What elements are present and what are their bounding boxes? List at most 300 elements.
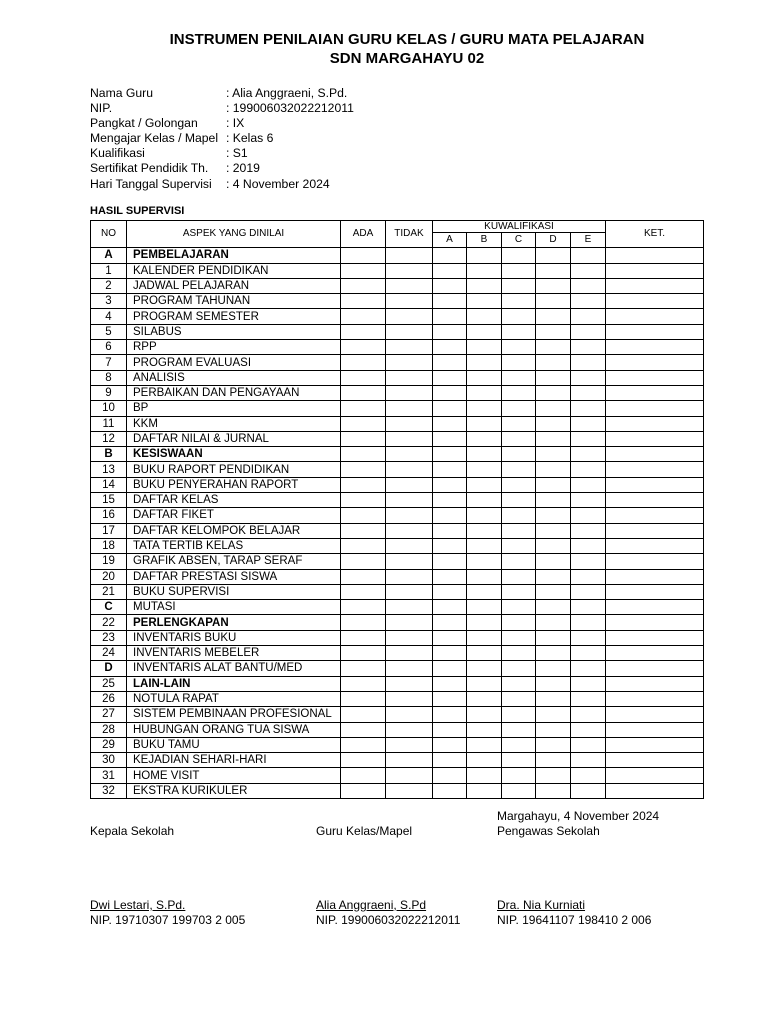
cell-grade-a[interactable] bbox=[433, 569, 467, 584]
cell-grade-c[interactable] bbox=[502, 416, 536, 431]
cell-ket[interactable] bbox=[606, 630, 704, 645]
cell-ada[interactable] bbox=[341, 523, 386, 538]
cell-grade-d[interactable] bbox=[536, 508, 571, 523]
cell-ada[interactable] bbox=[341, 278, 386, 293]
cell-tidak[interactable] bbox=[386, 768, 433, 783]
cell-grade-a[interactable] bbox=[433, 447, 467, 462]
cell-grade-b[interactable] bbox=[467, 462, 502, 477]
cell-grade-d[interactable] bbox=[536, 737, 571, 752]
cell-grade-e[interactable] bbox=[571, 646, 606, 661]
cell-tidak[interactable] bbox=[386, 584, 433, 599]
cell-grade-b[interactable] bbox=[467, 477, 502, 492]
cell-ada[interactable] bbox=[341, 753, 386, 768]
cell-grade-c[interactable] bbox=[502, 385, 536, 400]
cell-grade-e[interactable] bbox=[571, 447, 606, 462]
cell-ket[interactable] bbox=[606, 523, 704, 538]
cell-ket[interactable] bbox=[606, 401, 704, 416]
cell-grade-c[interactable] bbox=[502, 324, 536, 339]
cell-tidak[interactable] bbox=[386, 722, 433, 737]
cell-grade-a[interactable] bbox=[433, 722, 467, 737]
cell-grade-c[interactable] bbox=[502, 248, 536, 263]
cell-ada[interactable] bbox=[341, 707, 386, 722]
cell-grade-a[interactable] bbox=[433, 340, 467, 355]
cell-grade-c[interactable] bbox=[502, 370, 536, 385]
cell-grade-a[interactable] bbox=[433, 600, 467, 615]
cell-ket[interactable] bbox=[606, 768, 704, 783]
cell-grade-b[interactable] bbox=[467, 431, 502, 446]
cell-grade-a[interactable] bbox=[433, 646, 467, 661]
cell-grade-e[interactable] bbox=[571, 278, 606, 293]
cell-grade-b[interactable] bbox=[467, 508, 502, 523]
cell-grade-c[interactable] bbox=[502, 737, 536, 752]
cell-grade-d[interactable] bbox=[536, 263, 571, 278]
cell-grade-d[interactable] bbox=[536, 294, 571, 309]
cell-grade-e[interactable] bbox=[571, 493, 606, 508]
cell-ket[interactable] bbox=[606, 615, 704, 630]
header-grade-e: E bbox=[571, 233, 606, 248]
cell-ada[interactable] bbox=[341, 676, 386, 691]
cell-grade-c[interactable] bbox=[502, 263, 536, 278]
cell-grade-d[interactable] bbox=[536, 707, 571, 722]
cell-tidak[interactable] bbox=[386, 294, 433, 309]
cell-ket[interactable] bbox=[606, 324, 704, 339]
cell-tidak[interactable] bbox=[386, 263, 433, 278]
cell-grade-a[interactable] bbox=[433, 737, 467, 752]
cell-grade-d[interactable] bbox=[536, 646, 571, 661]
cell-tidak[interactable] bbox=[386, 737, 433, 752]
cell-grade-c[interactable] bbox=[502, 661, 536, 676]
cell-grade-a[interactable] bbox=[433, 554, 467, 569]
cell-tidak[interactable] bbox=[386, 324, 433, 339]
cell-grade-a[interactable] bbox=[433, 309, 467, 324]
cell-grade-b[interactable] bbox=[467, 401, 502, 416]
cell-tidak[interactable] bbox=[386, 278, 433, 293]
cell-ket[interactable] bbox=[606, 477, 704, 492]
cell-tidak[interactable] bbox=[386, 493, 433, 508]
cell-tidak[interactable] bbox=[386, 416, 433, 431]
row-aspect: NOTULA RAPAT bbox=[127, 691, 341, 706]
cell-grade-b[interactable] bbox=[467, 630, 502, 645]
cell-grade-a[interactable] bbox=[433, 355, 467, 370]
cell-grade-e[interactable] bbox=[571, 340, 606, 355]
cell-grade-b[interactable] bbox=[467, 783, 502, 798]
cell-grade-a[interactable] bbox=[433, 462, 467, 477]
cell-ada[interactable] bbox=[341, 600, 386, 615]
cell-ket[interactable] bbox=[606, 783, 704, 798]
cell-ada[interactable] bbox=[341, 447, 386, 462]
cell-grade-a[interactable] bbox=[433, 385, 467, 400]
cell-grade-a[interactable] bbox=[433, 523, 467, 538]
cell-ket[interactable] bbox=[606, 431, 704, 446]
cell-grade-c[interactable] bbox=[502, 538, 536, 553]
cell-ket[interactable] bbox=[606, 294, 704, 309]
cell-grade-d[interactable] bbox=[536, 401, 571, 416]
cell-ket[interactable] bbox=[606, 676, 704, 691]
cell-ket[interactable] bbox=[606, 661, 704, 676]
cell-grade-d[interactable] bbox=[536, 615, 571, 630]
cell-grade-b[interactable] bbox=[467, 263, 502, 278]
cell-grade-a[interactable] bbox=[433, 431, 467, 446]
cell-grade-a[interactable] bbox=[433, 661, 467, 676]
cell-grade-d[interactable] bbox=[536, 462, 571, 477]
cell-grade-d[interactable] bbox=[536, 278, 571, 293]
cell-grade-b[interactable] bbox=[467, 661, 502, 676]
cell-ada[interactable] bbox=[341, 615, 386, 630]
cell-grade-a[interactable] bbox=[433, 416, 467, 431]
cell-grade-c[interactable] bbox=[502, 569, 536, 584]
cell-grade-c[interactable] bbox=[502, 554, 536, 569]
cell-ket[interactable] bbox=[606, 753, 704, 768]
cell-grade-b[interactable] bbox=[467, 523, 502, 538]
cell-grade-a[interactable] bbox=[433, 691, 467, 706]
table-row bbox=[91, 401, 704, 416]
cell-grade-d[interactable] bbox=[536, 661, 571, 676]
cell-ket[interactable] bbox=[606, 493, 704, 508]
cell-tidak[interactable] bbox=[386, 646, 433, 661]
cell-tidak[interactable] bbox=[386, 523, 433, 538]
cell-ada[interactable] bbox=[341, 646, 386, 661]
cell-ada[interactable] bbox=[341, 309, 386, 324]
info-value: : IX bbox=[226, 116, 245, 131]
cell-ket[interactable] bbox=[606, 707, 704, 722]
cell-grade-a[interactable] bbox=[433, 783, 467, 798]
cell-grade-e[interactable] bbox=[571, 431, 606, 446]
cell-ket[interactable] bbox=[606, 447, 704, 462]
cell-grade-c[interactable] bbox=[502, 294, 536, 309]
cell-grade-e[interactable] bbox=[571, 401, 606, 416]
cell-grade-c[interactable] bbox=[502, 722, 536, 737]
cell-grade-e[interactable] bbox=[571, 676, 606, 691]
cell-grade-a[interactable] bbox=[433, 630, 467, 645]
cell-grade-e[interactable] bbox=[571, 615, 606, 630]
cell-ada[interactable] bbox=[341, 493, 386, 508]
cell-grade-d[interactable] bbox=[536, 753, 571, 768]
cell-grade-a[interactable] bbox=[433, 370, 467, 385]
cell-ket[interactable] bbox=[606, 309, 704, 324]
cell-grade-b[interactable] bbox=[467, 646, 502, 661]
cell-tidak[interactable] bbox=[386, 370, 433, 385]
cell-grade-a[interactable] bbox=[433, 263, 467, 278]
cell-grade-a[interactable] bbox=[433, 278, 467, 293]
cell-grade-d[interactable] bbox=[536, 554, 571, 569]
cell-tidak[interactable] bbox=[386, 615, 433, 630]
cell-ket[interactable] bbox=[606, 340, 704, 355]
cell-tidak[interactable] bbox=[386, 630, 433, 645]
cell-grade-a[interactable] bbox=[433, 768, 467, 783]
cell-grade-d[interactable] bbox=[536, 523, 571, 538]
cell-ada[interactable] bbox=[341, 385, 386, 400]
cell-tidak[interactable] bbox=[386, 477, 433, 492]
row-number: A bbox=[91, 248, 127, 263]
cell-grade-c[interactable] bbox=[502, 630, 536, 645]
cell-ada[interactable] bbox=[341, 477, 386, 492]
cell-grade-d[interactable] bbox=[536, 385, 571, 400]
cell-grade-d[interactable] bbox=[536, 340, 571, 355]
cell-grade-e[interactable] bbox=[571, 768, 606, 783]
cell-grade-a[interactable] bbox=[433, 493, 467, 508]
cell-grade-b[interactable] bbox=[467, 416, 502, 431]
cell-ada[interactable] bbox=[341, 324, 386, 339]
cell-ket[interactable] bbox=[606, 370, 704, 385]
cell-grade-e[interactable] bbox=[571, 324, 606, 339]
cell-grade-d[interactable] bbox=[536, 768, 571, 783]
cell-grade-d[interactable] bbox=[536, 324, 571, 339]
cell-tidak[interactable] bbox=[386, 248, 433, 263]
cell-grade-e[interactable] bbox=[571, 477, 606, 492]
cell-ket[interactable] bbox=[606, 737, 704, 752]
cell-tidak[interactable] bbox=[386, 447, 433, 462]
cell-grade-e[interactable] bbox=[571, 462, 606, 477]
cell-grade-b[interactable] bbox=[467, 447, 502, 462]
teacher-info bbox=[90, 86, 354, 192]
cell-tidak[interactable] bbox=[386, 309, 433, 324]
cell-grade-a[interactable] bbox=[433, 584, 467, 599]
cell-ada[interactable] bbox=[341, 691, 386, 706]
cell-grade-c[interactable] bbox=[502, 584, 536, 599]
cell-grade-e[interactable] bbox=[571, 309, 606, 324]
cell-grade-c[interactable] bbox=[502, 707, 536, 722]
cell-ada[interactable] bbox=[341, 569, 386, 584]
cell-grade-b[interactable] bbox=[467, 340, 502, 355]
cell-grade-e[interactable] bbox=[571, 707, 606, 722]
cell-ada[interactable] bbox=[341, 661, 386, 676]
cell-grade-d[interactable] bbox=[536, 431, 571, 446]
cell-ada[interactable] bbox=[341, 416, 386, 431]
cell-grade-e[interactable] bbox=[571, 554, 606, 569]
cell-ada[interactable] bbox=[341, 554, 386, 569]
cell-grade-d[interactable] bbox=[536, 676, 571, 691]
cell-ket[interactable] bbox=[606, 263, 704, 278]
cell-grade-b[interactable] bbox=[467, 248, 502, 263]
cell-grade-d[interactable] bbox=[536, 783, 571, 798]
cell-grade-e[interactable] bbox=[571, 661, 606, 676]
table-row bbox=[91, 385, 704, 400]
cell-grade-b[interactable] bbox=[467, 737, 502, 752]
cell-grade-b[interactable] bbox=[467, 538, 502, 553]
cell-ada[interactable] bbox=[341, 370, 386, 385]
cell-grade-b[interactable] bbox=[467, 493, 502, 508]
cell-tidak[interactable] bbox=[386, 691, 433, 706]
cell-grade-b[interactable] bbox=[467, 324, 502, 339]
cell-ada[interactable] bbox=[341, 401, 386, 416]
cell-grade-c[interactable] bbox=[502, 508, 536, 523]
cell-ket[interactable] bbox=[606, 416, 704, 431]
cell-grade-b[interactable] bbox=[467, 294, 502, 309]
cell-grade-b[interactable] bbox=[467, 707, 502, 722]
cell-ada[interactable] bbox=[341, 263, 386, 278]
cell-tidak[interactable] bbox=[386, 600, 433, 615]
cell-grade-e[interactable] bbox=[571, 584, 606, 599]
cell-ket[interactable] bbox=[606, 584, 704, 599]
cell-grade-e[interactable] bbox=[571, 416, 606, 431]
cell-tidak[interactable] bbox=[386, 340, 433, 355]
row-number: 27 bbox=[91, 707, 127, 722]
cell-grade-c[interactable] bbox=[502, 431, 536, 446]
cell-grade-d[interactable] bbox=[536, 630, 571, 645]
cell-tidak[interactable] bbox=[386, 431, 433, 446]
cell-ada[interactable] bbox=[341, 737, 386, 752]
cell-grade-a[interactable] bbox=[433, 401, 467, 416]
cell-ket[interactable] bbox=[606, 600, 704, 615]
cell-grade-b[interactable] bbox=[467, 370, 502, 385]
cell-grade-b[interactable] bbox=[467, 385, 502, 400]
cell-grade-c[interactable] bbox=[502, 447, 536, 462]
cell-ada[interactable] bbox=[341, 340, 386, 355]
cell-ada[interactable] bbox=[341, 294, 386, 309]
cell-ada[interactable] bbox=[341, 538, 386, 553]
cell-ket[interactable] bbox=[606, 691, 704, 706]
cell-ket[interactable] bbox=[606, 385, 704, 400]
table-row bbox=[91, 447, 704, 462]
cell-grade-e[interactable] bbox=[571, 783, 606, 798]
cell-grade-d[interactable] bbox=[536, 309, 571, 324]
cell-grade-a[interactable] bbox=[433, 248, 467, 263]
cell-grade-e[interactable] bbox=[571, 538, 606, 553]
cell-tidak[interactable] bbox=[386, 554, 433, 569]
cell-ket[interactable] bbox=[606, 722, 704, 737]
cell-grade-b[interactable] bbox=[467, 278, 502, 293]
cell-ket[interactable] bbox=[606, 248, 704, 263]
cell-grade-d[interactable] bbox=[536, 584, 571, 599]
cell-grade-b[interactable] bbox=[467, 584, 502, 599]
cell-grade-b[interactable] bbox=[467, 600, 502, 615]
cell-grade-c[interactable] bbox=[502, 600, 536, 615]
cell-grade-d[interactable] bbox=[536, 569, 571, 584]
cell-grade-b[interactable] bbox=[467, 691, 502, 706]
cell-grade-e[interactable] bbox=[571, 263, 606, 278]
cell-grade-d[interactable] bbox=[536, 493, 571, 508]
cell-grade-c[interactable] bbox=[502, 278, 536, 293]
cell-grade-b[interactable] bbox=[467, 569, 502, 584]
cell-grade-e[interactable] bbox=[571, 523, 606, 538]
cell-tidak[interactable] bbox=[386, 661, 433, 676]
cell-grade-c[interactable] bbox=[502, 691, 536, 706]
cell-grade-c[interactable] bbox=[502, 340, 536, 355]
cell-ket[interactable] bbox=[606, 569, 704, 584]
row-aspect: BUKU RAPORT PENDIDIKAN bbox=[127, 462, 341, 477]
cell-grade-a[interactable] bbox=[433, 538, 467, 553]
cell-grade-d[interactable] bbox=[536, 370, 571, 385]
cell-grade-e[interactable] bbox=[571, 722, 606, 737]
cell-grade-c[interactable] bbox=[502, 462, 536, 477]
cell-grade-a[interactable] bbox=[433, 508, 467, 523]
cell-ada[interactable] bbox=[341, 630, 386, 645]
cell-tidak[interactable] bbox=[386, 385, 433, 400]
cell-grade-b[interactable] bbox=[467, 722, 502, 737]
cell-grade-a[interactable] bbox=[433, 294, 467, 309]
cell-ket[interactable] bbox=[606, 646, 704, 661]
cell-ada[interactable] bbox=[341, 508, 386, 523]
cell-grade-e[interactable] bbox=[571, 630, 606, 645]
cell-grade-e[interactable] bbox=[571, 248, 606, 263]
cell-grade-d[interactable] bbox=[536, 600, 571, 615]
cell-grade-d[interactable] bbox=[536, 538, 571, 553]
cell-grade-e[interactable] bbox=[571, 385, 606, 400]
cell-grade-b[interactable] bbox=[467, 768, 502, 783]
cell-grade-d[interactable] bbox=[536, 447, 571, 462]
cell-ada[interactable] bbox=[341, 462, 386, 477]
cell-grade-b[interactable] bbox=[467, 309, 502, 324]
cell-ket[interactable] bbox=[606, 355, 704, 370]
cell-tidak[interactable] bbox=[386, 508, 433, 523]
cell-grade-c[interactable] bbox=[502, 355, 536, 370]
cell-grade-c[interactable] bbox=[502, 783, 536, 798]
cell-grade-a[interactable] bbox=[433, 753, 467, 768]
cell-grade-c[interactable] bbox=[502, 523, 536, 538]
row-number: 20 bbox=[91, 569, 127, 584]
cell-grade-c[interactable] bbox=[502, 477, 536, 492]
cell-grade-c[interactable] bbox=[502, 309, 536, 324]
cell-tidak[interactable] bbox=[386, 401, 433, 416]
cell-ket[interactable] bbox=[606, 508, 704, 523]
cell-ket[interactable] bbox=[606, 462, 704, 477]
cell-grade-b[interactable] bbox=[467, 676, 502, 691]
cell-ada[interactable] bbox=[341, 722, 386, 737]
cell-grade-a[interactable] bbox=[433, 324, 467, 339]
cell-tidak[interactable] bbox=[386, 569, 433, 584]
cell-grade-c[interactable] bbox=[502, 615, 536, 630]
cell-tidak[interactable] bbox=[386, 355, 433, 370]
cell-grade-d[interactable] bbox=[536, 691, 571, 706]
cell-ada[interactable] bbox=[341, 783, 386, 798]
cell-grade-e[interactable] bbox=[571, 691, 606, 706]
cell-grade-c[interactable] bbox=[502, 676, 536, 691]
cell-grade-c[interactable] bbox=[502, 646, 536, 661]
cell-grade-e[interactable] bbox=[571, 370, 606, 385]
cell-grade-d[interactable] bbox=[536, 248, 571, 263]
cell-grade-e[interactable] bbox=[571, 294, 606, 309]
cell-tidak[interactable] bbox=[386, 462, 433, 477]
cell-grade-a[interactable] bbox=[433, 676, 467, 691]
cell-tidak[interactable] bbox=[386, 707, 433, 722]
cell-grade-e[interactable] bbox=[571, 600, 606, 615]
cell-grade-e[interactable] bbox=[571, 569, 606, 584]
cell-grade-e[interactable] bbox=[571, 753, 606, 768]
cell-tidak[interactable] bbox=[386, 676, 433, 691]
cell-ada[interactable] bbox=[341, 431, 386, 446]
cell-grade-d[interactable] bbox=[536, 722, 571, 737]
cell-grade-c[interactable] bbox=[502, 753, 536, 768]
cell-ket[interactable] bbox=[606, 278, 704, 293]
cell-ada[interactable] bbox=[341, 248, 386, 263]
cell-grade-b[interactable] bbox=[467, 355, 502, 370]
cell-tidak[interactable] bbox=[386, 783, 433, 798]
cell-ada[interactable] bbox=[341, 355, 386, 370]
cell-grade-d[interactable] bbox=[536, 355, 571, 370]
cell-grade-e[interactable] bbox=[571, 508, 606, 523]
cell-tidak[interactable] bbox=[386, 538, 433, 553]
cell-ada[interactable] bbox=[341, 768, 386, 783]
cell-grade-c[interactable] bbox=[502, 768, 536, 783]
cell-grade-a[interactable] bbox=[433, 477, 467, 492]
cell-grade-e[interactable] bbox=[571, 737, 606, 752]
cell-grade-d[interactable] bbox=[536, 416, 571, 431]
cell-grade-a[interactable] bbox=[433, 707, 467, 722]
cell-grade-b[interactable] bbox=[467, 615, 502, 630]
header-grade-a: A bbox=[433, 233, 467, 248]
cell-ket[interactable] bbox=[606, 554, 704, 569]
cell-grade-c[interactable] bbox=[502, 493, 536, 508]
cell-grade-e[interactable] bbox=[571, 355, 606, 370]
cell-grade-c[interactable] bbox=[502, 401, 536, 416]
cell-grade-b[interactable] bbox=[467, 753, 502, 768]
cell-grade-a[interactable] bbox=[433, 615, 467, 630]
cell-tidak[interactable] bbox=[386, 753, 433, 768]
cell-grade-d[interactable] bbox=[536, 477, 571, 492]
cell-grade-b[interactable] bbox=[467, 554, 502, 569]
cell-ket[interactable] bbox=[606, 538, 704, 553]
cell-ada[interactable] bbox=[341, 584, 386, 599]
